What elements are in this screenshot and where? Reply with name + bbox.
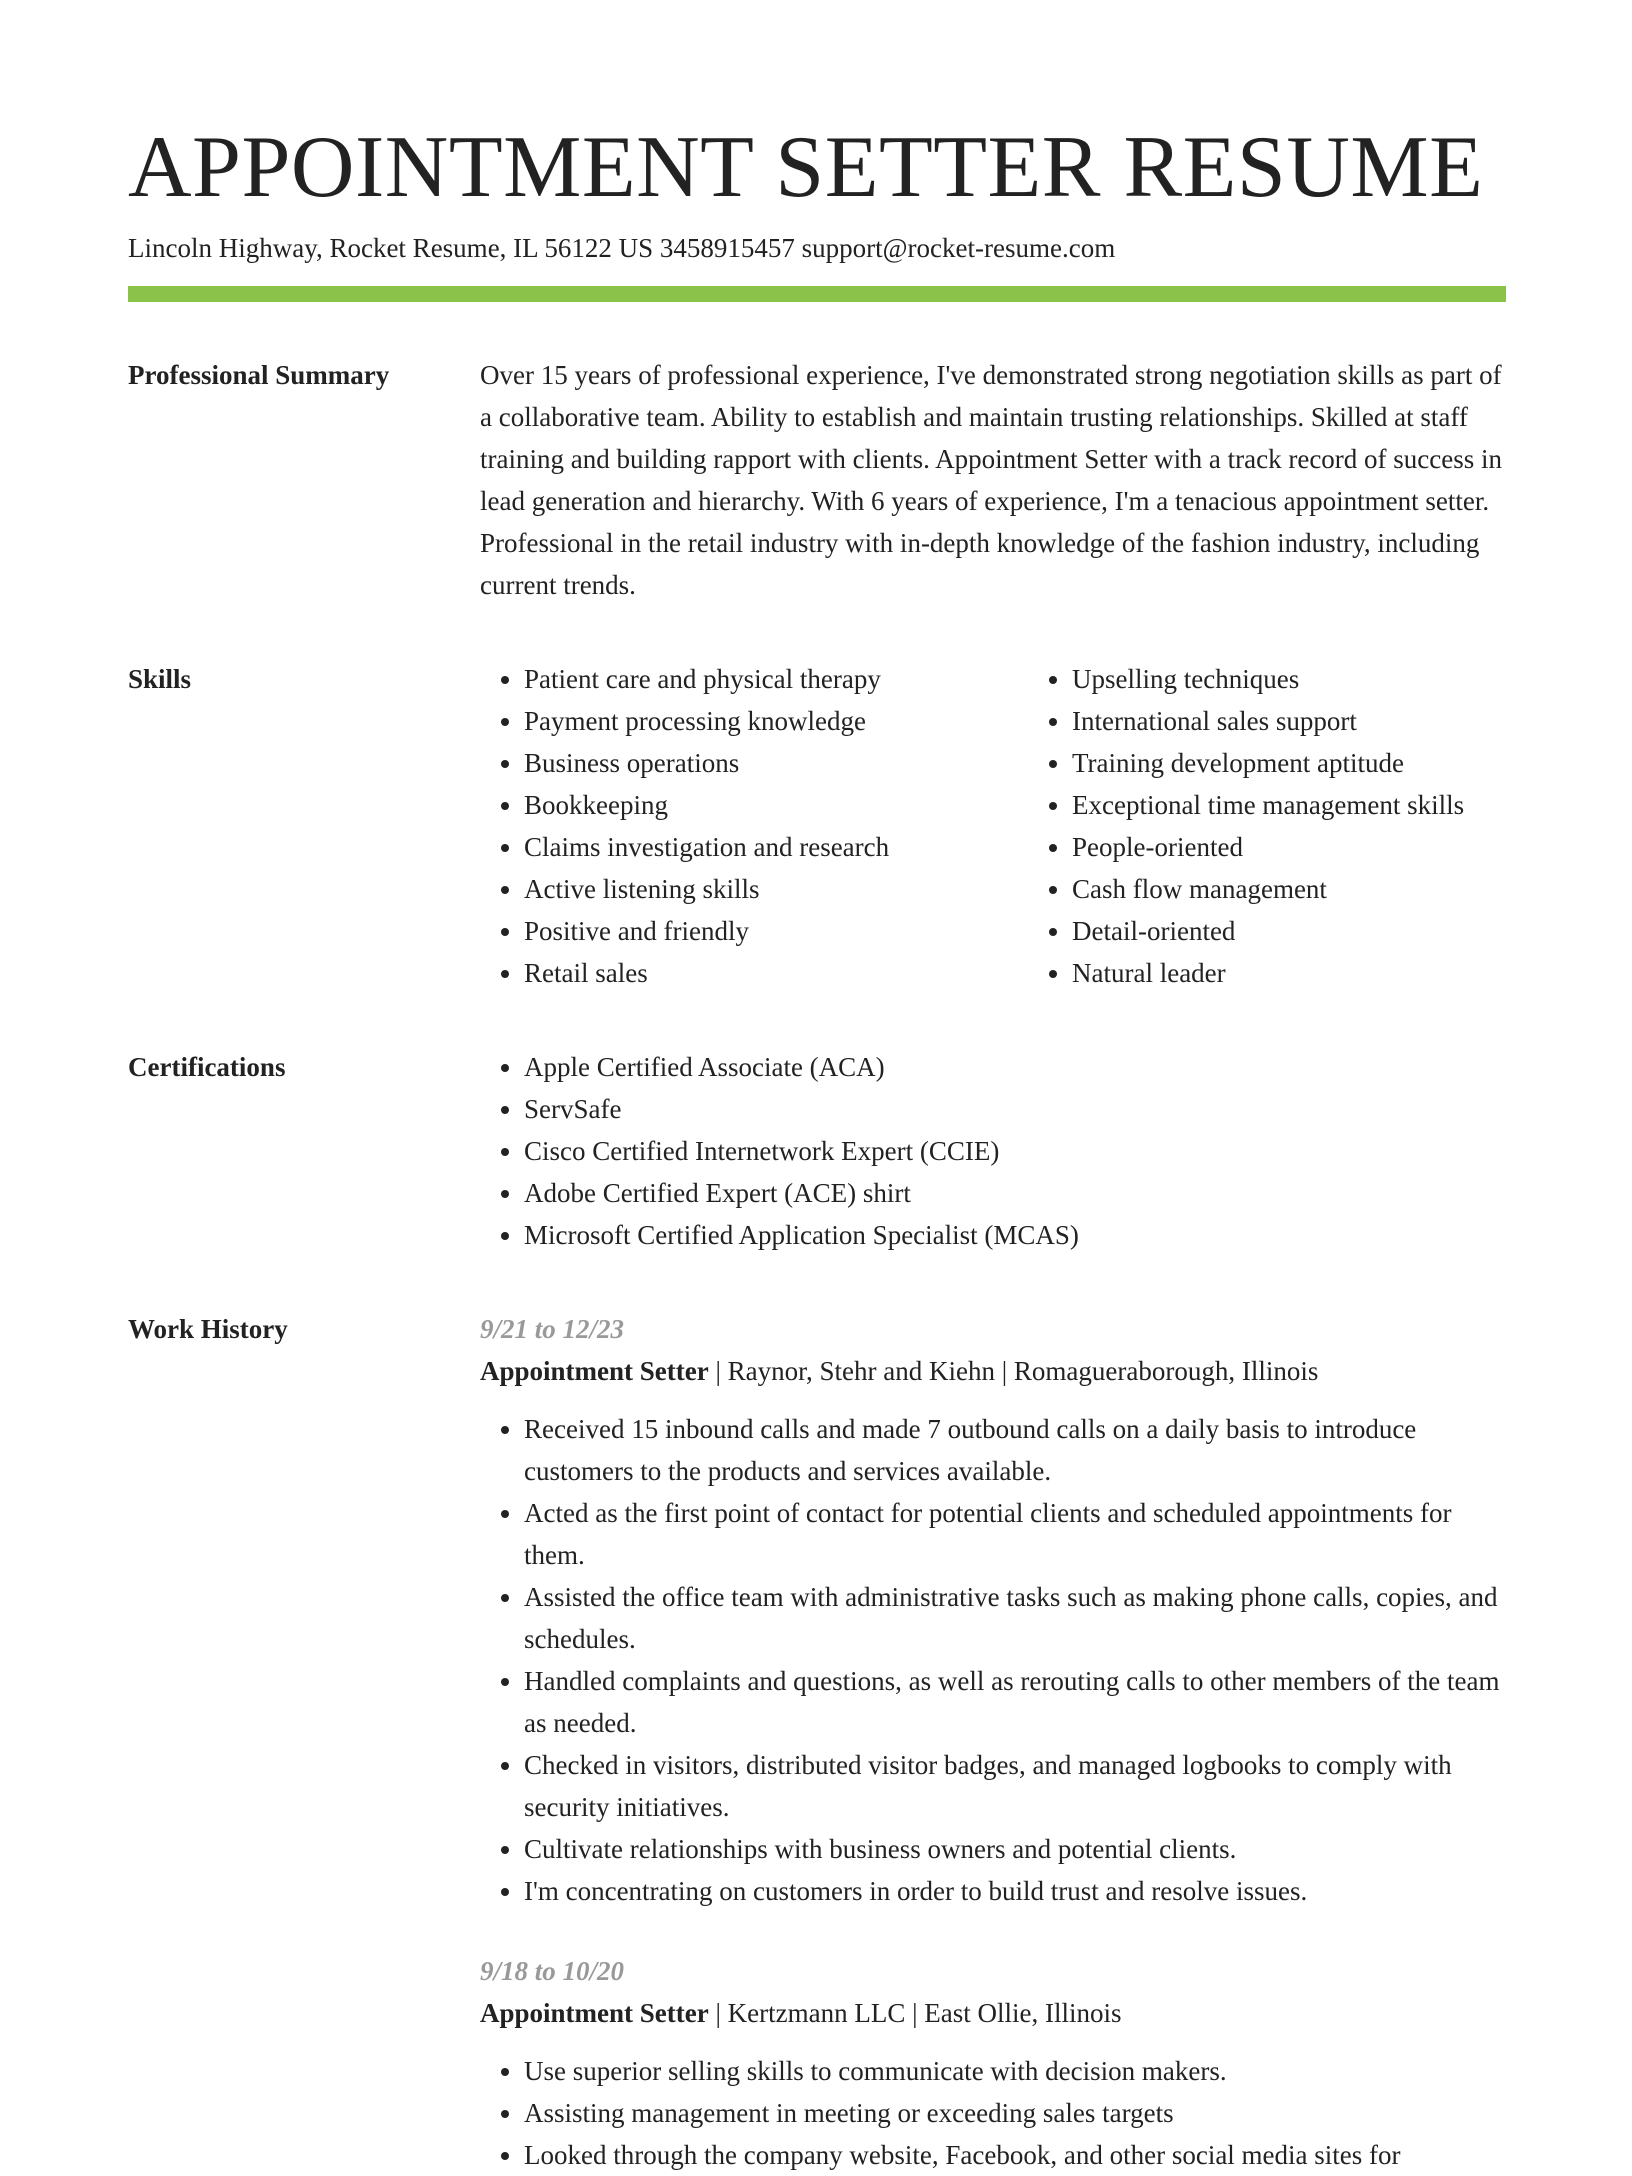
contact-phone: 3458915457 [659,233,795,263]
job-bullet: • Cultivate relationships with business owners and potential clients. [524,1828,1506,1870]
skill-item: • Detail-oriented [1072,910,1576,952]
job-bullet: • I'm concentrating on customers in order to build trust and resolve issues. [524,1870,1506,1912]
job-bullet: • Use superior selling skills to communicate with decision makers. [524,2050,1506,2092]
skill-item: • Training development aptitude [1072,742,1576,784]
certifications-list [480,1046,1506,1256]
contact-line [128,230,1506,266]
job-bullets [480,2050,1506,2176]
job-employer-location: | Kertzmann LLC | East Ollie, Illinois [708,1998,1122,2028]
certification-item: • ServSafe [524,1088,1506,1130]
summary-heading: Professional Summary [128,360,390,390]
skill-item: • Exceptional time management skills [1072,784,1576,826]
certifications-heading: Certifications [128,1052,286,1082]
contact-email: support@rocket-resume.com [801,233,1116,263]
job-bullet: • Looked through the company website, Facebook, and other social media sites for [524,2134,1506,2176]
skill-item: • Patient care and physical therapy [524,658,1028,700]
skills-heading: Skills [128,664,192,694]
skill-item: • International sales support [1072,700,1576,742]
job-entry [480,1308,1506,1912]
job-bullet: • Assisted the office team with administrative tasks such as making phone calls, copies, and schedules. [524,1576,1506,1660]
job-bullet: • Acted as the first point of contact for potential clients and scheduled appointments for them. [524,1492,1506,1576]
certification-item: • Microsoft Certified Application Specialist (MCAS) [524,1214,1506,1256]
skills-list-left [480,658,1028,994]
summary-section [128,354,1506,606]
skill-item: • Active listening skills [524,868,1028,910]
job-title: Appointment Setter [480,1998,709,2028]
skill-item: • Claims investigation and research [524,826,1028,868]
work-history-heading: Work History [128,1314,288,1344]
skill-item: • Cash flow management [1072,868,1576,910]
job-heading [480,1350,1506,1392]
skill-item: • Retail sales [524,952,1028,994]
certification-item: • Cisco Certified Internetwork Expert (CCIE) [524,1130,1506,1172]
work-history-section [128,1308,1506,2176]
skill-item: • Positive and friendly [524,910,1028,952]
resume-title: APPOINTMENT SETTER RESUME [128,119,1484,216]
skill-item: • Upselling techniques [1072,658,1576,700]
skills-body [480,658,1576,994]
job-heading [480,1992,1506,2034]
work-history-body [480,1308,1506,2176]
skills-list-right [1028,658,1576,994]
skill-item: • People-oriented [1072,826,1576,868]
summary-body [480,354,1506,606]
job-title: Appointment Setter [480,1356,709,1386]
skill-item: • Bookkeeping [524,784,1028,826]
summary-text: Over 15 years of professional experience, I've demonstrated strong negotiation skills as part of a collaborative team. Ability to establish and maintain trusting relationships. Skilled at staff training and building rapport with clients. Appointment Setter with a track record of success in lead generation and hierarchy. With 6 years of experience, I'm a tenacious appointment setter. Professional in the retail industry with in-depth knowledge of the fashion industry, including current trends. [480,360,1503,600]
contact-address: Lincoln Highway, Rocket Resume, IL 56122 US [128,233,654,263]
skill-item: • Payment processing knowledge [524,700,1028,742]
job-bullets [480,1408,1506,1912]
skills-section [128,658,1506,994]
certification-item: • Adobe Certified Expert (ACE) shirt [524,1172,1506,1214]
job-bullet: • Assisting management in meeting or exceeding sales targets [524,2092,1506,2134]
skill-item: • Natural leader [1072,952,1576,994]
certifications-body [480,1046,1506,1256]
job-bullet: • Handled complaints and questions, as well as rerouting calls to other members of the team as needed. [524,1660,1506,1744]
job-employer-location: | Raynor, Stehr and Kiehn | Romagueraborough, Illinois [708,1356,1319,1386]
certification-item: • Apple Certified Associate (ACA) [524,1046,1506,1088]
resume-page [128,118,1506,2176]
job-dates: 9/18 to 10/20 [480,1956,625,1986]
accent-divider [128,286,1506,302]
job-bullet: • Received 15 inbound calls and made 7 outbound calls on a daily basis to introduce customers to the products and services available. [524,1408,1506,1492]
certifications-section [128,1046,1506,1256]
job-dates: 9/21 to 12/23 [480,1314,625,1344]
skill-item: • Business operations [524,742,1028,784]
job-entry [480,1950,1506,2176]
job-bullet: • Checked in visitors, distributed visitor badges, and managed logbooks to comply with security initiatives. [524,1744,1506,1828]
